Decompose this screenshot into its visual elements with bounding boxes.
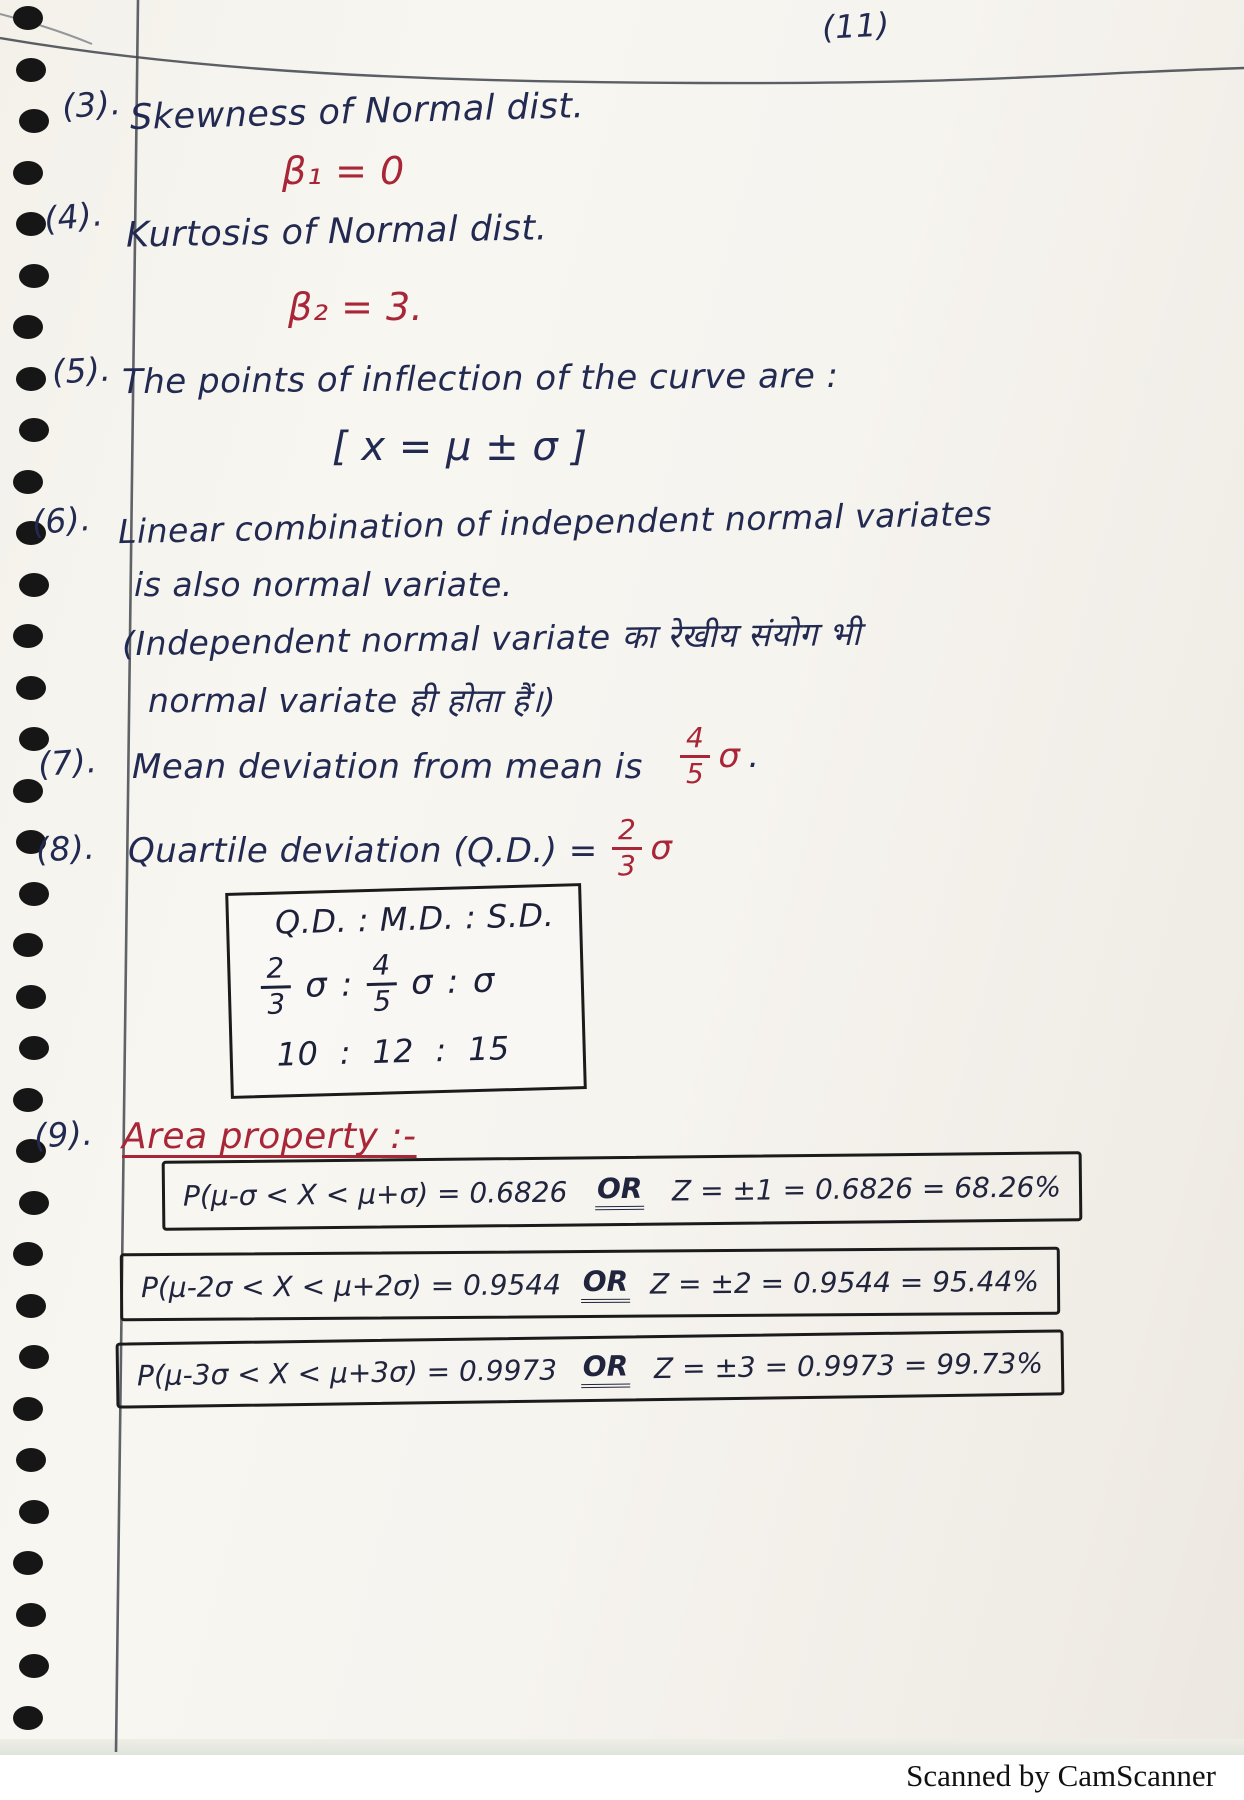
item-3-number: (3). <box>60 82 123 127</box>
item-7-number: (7). <box>36 740 99 785</box>
fraction <box>260 951 292 1021</box>
binding-hole <box>19 882 49 906</box>
binding-hole <box>13 1551 43 1575</box>
item-6-number: (6). <box>30 498 93 543</box>
binding-hole <box>13 624 43 648</box>
page-number: (11) <box>821 5 891 47</box>
fraction-numerator: 2 <box>260 954 291 988</box>
binding-hole <box>19 1036 49 1060</box>
area-box-1-or: OR <box>595 1172 645 1211</box>
area-box-1-lhs: P(μ-σ < X < μ+σ) = 0.6826 <box>182 1175 568 1213</box>
binding-hole <box>13 1088 43 1112</box>
item-6-line-1: Linear combination of independent normal variates <box>117 493 993 552</box>
ratio-box-header: Q.D. : M.D. : S.D. <box>274 895 555 942</box>
binding-hole <box>16 58 46 82</box>
item-5-text: The points of inflection of the curve are : <box>121 355 839 403</box>
fraction-numerator: 4 <box>366 951 397 985</box>
fraction-denominator: 3 <box>618 848 637 882</box>
binding-hole <box>13 1242 43 1266</box>
item-6-line-4: normal variate ही होता हैं।) <box>148 681 557 720</box>
binding-hole <box>19 1654 49 1678</box>
item-5-formula: [ x = μ ± σ ] <box>332 424 588 470</box>
area-box-1 <box>162 1151 1083 1231</box>
binding-hole <box>13 161 43 185</box>
area-box-2 <box>120 1247 1060 1322</box>
item-3-text: Skewness of Normal dist. <box>129 86 585 138</box>
binding-hole <box>13 315 43 339</box>
ratio-box-numbers-row: 10 : 12 : 15 <box>276 1029 511 1074</box>
binding-hole <box>16 1448 46 1472</box>
area-box-1-rhs: Z = ±1 = 0.6826 = 68.26% <box>671 1169 1062 1207</box>
binding-hole <box>19 573 49 597</box>
binding-hole <box>19 264 49 288</box>
area-box-2-lhs: P(μ-2σ < X < μ+2σ) = 0.9544 <box>140 1267 562 1304</box>
item-4-formula: β₂ = 3. <box>288 285 424 329</box>
colon: : <box>446 961 460 1001</box>
item-9-title: Area property :- <box>122 1116 417 1157</box>
binding-hole <box>19 1191 49 1215</box>
fraction-denominator: 5 <box>372 983 393 1018</box>
binding-hole <box>13 933 43 957</box>
fraction-denominator: 5 <box>686 756 705 790</box>
item-6-line-3: (Independent normal variate का रेखीय संयोग भी <box>121 613 862 664</box>
colon: : <box>340 964 354 1004</box>
item-6-line-2: is also normal variate. <box>134 565 513 604</box>
binding-hole <box>16 367 46 391</box>
sigma-symbol: σ <box>650 827 673 868</box>
binding-hole <box>16 1603 46 1627</box>
item-5-number: (5). <box>50 349 113 392</box>
binding-hole <box>19 1345 49 1369</box>
area-box-3-or: OR <box>581 1349 631 1388</box>
fraction-numerator: 4 <box>680 724 710 758</box>
binding-hole <box>13 1706 43 1730</box>
area-box-3 <box>116 1329 1065 1408</box>
camscanner-credit: Scanned by CamScanner <box>906 1758 1216 1793</box>
binding-hole <box>13 6 43 30</box>
item-4-text: Kurtosis of Normal dist. <box>125 208 548 256</box>
ratio-box-fractions-row <box>260 949 496 1020</box>
item-8-fraction <box>612 813 673 882</box>
area-box-2-rhs: Z = ±2 = 0.9544 = 95.44% <box>649 1264 1040 1301</box>
area-box-2-or: OR <box>581 1265 631 1303</box>
period: . <box>748 735 760 776</box>
item-4-number: (4). <box>42 194 106 239</box>
binding-hole <box>19 418 49 442</box>
sigma-symbol: σ <box>472 960 496 1001</box>
binding-hole <box>13 470 43 494</box>
area-box-3-rhs: Z = ±3 = 0.9973 = 99.73% <box>653 1346 1044 1385</box>
fraction <box>366 948 398 1018</box>
sigma-symbol: σ <box>718 735 741 776</box>
binding-hole <box>16 985 46 1009</box>
fraction <box>680 721 710 790</box>
item-9-number: (9). <box>32 1113 95 1156</box>
fraction-numerator: 2 <box>612 816 642 850</box>
binding-hole <box>16 1294 46 1318</box>
item-8-number: (8). <box>34 827 97 870</box>
sigma-symbol: σ <box>410 961 434 1003</box>
binding-hole <box>19 1500 49 1524</box>
ratio-box <box>225 883 587 1099</box>
fraction-denominator: 3 <box>266 986 287 1021</box>
area-box-3-lhs: P(μ-3σ < X < μ+3σ) = 0.9973 <box>136 1352 558 1392</box>
binding-hole <box>13 1397 43 1421</box>
fraction <box>612 813 642 882</box>
item-7-fraction <box>680 721 760 790</box>
binding-hole <box>16 212 46 236</box>
sigma-symbol: σ <box>304 964 328 1006</box>
item-7-text: Mean deviation from mean is <box>132 747 643 787</box>
item-8-text: Quartile deviation (Q.D.) = <box>128 831 598 871</box>
binding-hole <box>16 676 46 700</box>
item-3-formula: β₁ = 0 <box>282 149 405 193</box>
binding-hole <box>19 109 49 133</box>
